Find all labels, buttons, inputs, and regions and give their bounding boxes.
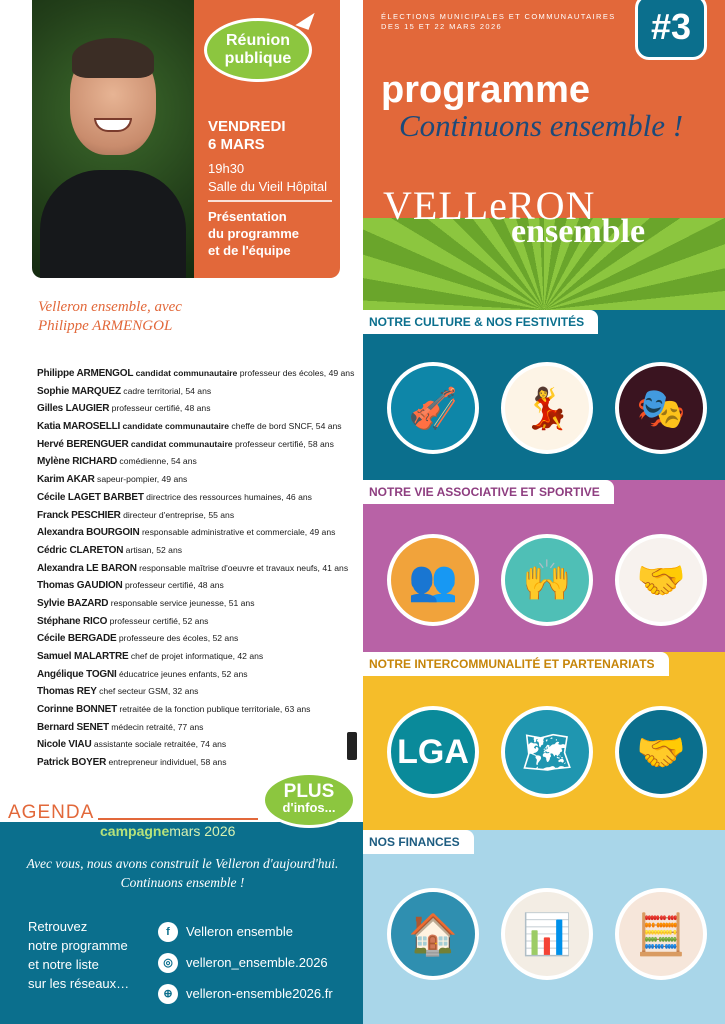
crowd-icon: 👥 — [387, 534, 479, 626]
facebook-icon: f — [158, 922, 178, 942]
member-item — [37, 524, 357, 542]
meeting-date — [208, 118, 286, 154]
member-item — [37, 383, 357, 401]
member-name: Cédric CLARETON — [37, 544, 124, 556]
member-role-tag: candidat communautaire — [130, 438, 233, 449]
social-prompt-line3: et notre liste — [28, 957, 99, 972]
member-item — [37, 365, 357, 383]
meeting-desc-line1: Présentation — [208, 209, 287, 224]
piggy-house-icon: 🏠 — [387, 888, 479, 980]
meeting-day-line2: 6 MARS — [208, 136, 265, 153]
member-item — [37, 719, 357, 737]
member-item — [37, 701, 357, 719]
culture-icons — [387, 362, 707, 454]
member-item — [37, 630, 357, 648]
member-item — [37, 507, 357, 525]
issue-number-badge: #3 — [635, 0, 707, 60]
member-item — [37, 436, 357, 454]
member-info: sapeur-pompier, 49 ans — [97, 474, 188, 485]
member-name: Hervé BERENGUER — [37, 438, 129, 450]
agenda-title: AGENDA — [8, 802, 95, 823]
member-item — [37, 418, 357, 436]
agenda-underline — [98, 818, 258, 820]
member-info: responsable service jeunesse, 51 ans — [110, 597, 255, 608]
team-hug-icon: 🤝 — [615, 534, 707, 626]
member-item — [37, 754, 357, 772]
member-info: chef de projet informatique, 42 ans — [130, 651, 264, 661]
instagram-label: velleron_ensemble.2026 — [186, 955, 328, 970]
member-name: Cécile LAGET BARBET — [37, 491, 144, 503]
handshake-icon: 🤝 — [615, 706, 707, 798]
member-name: Gilles LAUGIER — [37, 403, 110, 415]
slogan: Continuons ensemble ! — [399, 108, 684, 143]
section-associative — [363, 480, 725, 652]
section-finances-title: NOS FINANCES — [363, 830, 474, 854]
website-link[interactable] — [158, 978, 333, 1009]
member-item — [37, 613, 357, 631]
campaign-date: mars 2026 — [169, 823, 236, 839]
website-label: velleron-ensemble2026.fr — [186, 986, 333, 1001]
social-prompt-line4: sur les réseaux… — [28, 976, 130, 991]
member-info: professeur certifié, 48 ans — [124, 580, 224, 591]
member-item — [37, 683, 357, 701]
member-role-tag: candidat communautaire — [135, 368, 238, 378]
member-name: Thomas GAUDION — [37, 580, 123, 592]
member-item — [37, 542, 357, 560]
theatre-masks-icon: 🎭 — [615, 362, 707, 454]
lga-logo: LGA — [387, 706, 479, 798]
finance-analysis-icon: 📊 — [501, 888, 593, 980]
meeting-time: 19h30 — [208, 161, 245, 176]
member-item — [37, 595, 357, 613]
member-name: Corinne BONNET — [37, 704, 117, 716]
quote-line2: Continuons ensemble ! — [120, 875, 245, 890]
member-role-tag: candidate communautaire — [122, 421, 230, 432]
meeting-time-place — [208, 160, 327, 196]
member-info: médecin retraité, 77 ans — [111, 721, 204, 732]
public-meeting-bubble — [204, 18, 312, 82]
member-info: professeur certifié, 48 ans — [111, 403, 211, 414]
member-info: responsable administrative et commerciale, 49 ans — [141, 527, 336, 538]
member-info: comédienne, 54 ans — [119, 456, 197, 467]
member-item — [37, 648, 357, 666]
member-name: Alexandra BOURGOIN — [37, 527, 140, 539]
budget-icon: 🧮 — [615, 888, 707, 980]
member-name: Stéphane RICO — [37, 615, 108, 627]
section-inter-title: NOTRE INTERCOMMUNALITÉ ET PARTENARIATS — [363, 652, 669, 676]
member-info: professeur certifié, 58 ans — [234, 438, 334, 449]
member-list — [37, 365, 357, 772]
member-name: Franck PESCHIER — [37, 509, 121, 521]
member-name: Samuel MALARTRE — [37, 651, 129, 662]
member-info: cadre territorial, 54 ans — [123, 385, 212, 396]
logo-ensemble: ensemble — [511, 213, 646, 250]
meeting-desc-line3: et de l'équipe — [208, 243, 291, 258]
team-title — [38, 298, 182, 336]
member-item — [37, 577, 357, 595]
dance-icon: 💃 — [501, 362, 593, 454]
team-title-line1: Velleron ensemble, avec — [38, 299, 182, 315]
member-name: Mylène RICHARD — [37, 456, 117, 468]
member-item — [37, 560, 357, 578]
member-name: Sophie MARQUEZ — [37, 385, 121, 397]
campaign-label — [100, 823, 235, 839]
member-item — [37, 400, 357, 418]
legal-mention — [344, 540, 358, 760]
member-name: Sylvie BAZARD — [37, 597, 109, 609]
member-name: Katia MAROSELLI — [37, 421, 121, 433]
map-icon: 🗺 — [501, 706, 593, 798]
meeting-divider — [208, 200, 332, 202]
finances-icons — [387, 888, 707, 980]
member-info: éducatrice jeunes enfants, 52 ans — [119, 668, 248, 679]
member-name: Alexandra LE BARON — [37, 562, 137, 574]
member-name: Philippe ARMENGOL — [37, 368, 134, 379]
election-line2: DES 15 ET 22 MARS 2026 — [381, 22, 503, 31]
bubble-line2: publique — [224, 50, 292, 67]
facebook-label: Velleron ensemble — [186, 924, 293, 939]
member-item — [37, 736, 357, 754]
section-asso-title: NOTRE VIE ASSOCIATIVE ET SPORTIVE — [363, 480, 614, 504]
meeting-description — [208, 208, 299, 259]
more-line1: PLUS — [283, 781, 335, 802]
member-info: chef secteur GSM, 32 ans — [99, 686, 199, 697]
meeting-day-line1: VENDREDI — [208, 118, 286, 135]
photo-hair — [72, 38, 154, 78]
meeting-desc-line2: du programme — [208, 226, 300, 241]
social-prompt-line2: notre programme — [28, 938, 128, 953]
election-line1: ÉLECTIONS MUNICIPALES ET COMMUNAUTAIRES — [381, 12, 616, 21]
member-info: professeur certifié, 52 ans — [109, 615, 209, 626]
member-name: Nicole VIAU — [37, 739, 92, 751]
member-info: artisan, 52 ans — [125, 544, 183, 555]
meeting-place: Salle du Vieil Hôpital — [208, 179, 327, 194]
member-item — [37, 489, 357, 507]
member-name: Patrick BOYER — [37, 757, 107, 769]
election-label — [381, 12, 616, 32]
programme-header — [363, 0, 725, 310]
member-name: Thomas REY — [37, 686, 97, 698]
social-prompt — [28, 917, 148, 993]
globe-icon: ⊕ — [158, 984, 178, 1004]
bottom-panel — [0, 822, 363, 1024]
instagram-icon: ◎ — [158, 953, 178, 973]
section-finances — [363, 830, 725, 1024]
photo-shirt — [40, 170, 186, 278]
section-culture-title: NOTRE CULTURE & NOS FESTIVITÉS — [363, 310, 598, 334]
social-prompt-line1: Retrouvez — [28, 919, 88, 934]
violin-icon: 🎻 — [387, 362, 479, 454]
member-info: responsable maîtrise d'oeuvre et travaux neufs, 41 ans — [139, 562, 349, 573]
member-info: cheffe de bord SNCF, 54 ans — [231, 421, 342, 432]
bubble-line1: Réunion — [226, 32, 290, 49]
member-info: directeur d'entreprise, 55 ans — [123, 509, 235, 520]
candidate-photo — [32, 0, 194, 278]
member-item — [37, 471, 357, 489]
member-info: retraitée de la fonction publique territoriale, 63 ans — [119, 704, 311, 715]
member-name: Cécile BERGADE — [37, 633, 117, 645]
inter-icons — [387, 706, 707, 798]
member-info: assistante sociale retraitée, 74 ans — [93, 739, 227, 750]
quote-line1: Avec vous, nous avons construit le Velleron d'aujourd'hui. — [26, 856, 339, 871]
asso-icons — [387, 534, 707, 626]
member-info: directrice des ressources humaines, 46 ans — [146, 491, 312, 502]
member-info: professeure des écoles, 52 ans — [118, 633, 239, 644]
campaign-bold: campagne — [100, 823, 170, 839]
section-culture — [363, 310, 725, 480]
instagram-link[interactable] — [158, 947, 333, 978]
member-info: professeur des écoles, 49 ans — [239, 368, 355, 378]
team-title-line2: Philippe ARMENGOL — [38, 318, 173, 334]
member-item — [37, 666, 357, 684]
member-name: Karim AKAR — [37, 474, 95, 486]
facebook-link[interactable] — [158, 916, 333, 947]
member-name: Bernard SENET — [37, 721, 109, 733]
member-item — [37, 453, 357, 471]
social-links — [158, 916, 333, 1009]
raised-hands-icon: 🙌 — [501, 534, 593, 626]
more-line2: d'infos... — [282, 800, 336, 815]
more-info-bubble — [262, 772, 356, 828]
closing-quote — [10, 854, 355, 892]
recycle-icon — [347, 732, 357, 760]
meeting-card — [194, 0, 340, 278]
member-info: entrepreneur individuel, 58 ans — [108, 757, 227, 768]
section-intercommunality — [363, 652, 725, 830]
programme-title: programme — [381, 69, 591, 111]
bubble-tail — [295, 8, 314, 30]
member-name: Angélique TOGNI — [37, 668, 117, 680]
logo-velleron: VELLeRON — [383, 183, 596, 228]
